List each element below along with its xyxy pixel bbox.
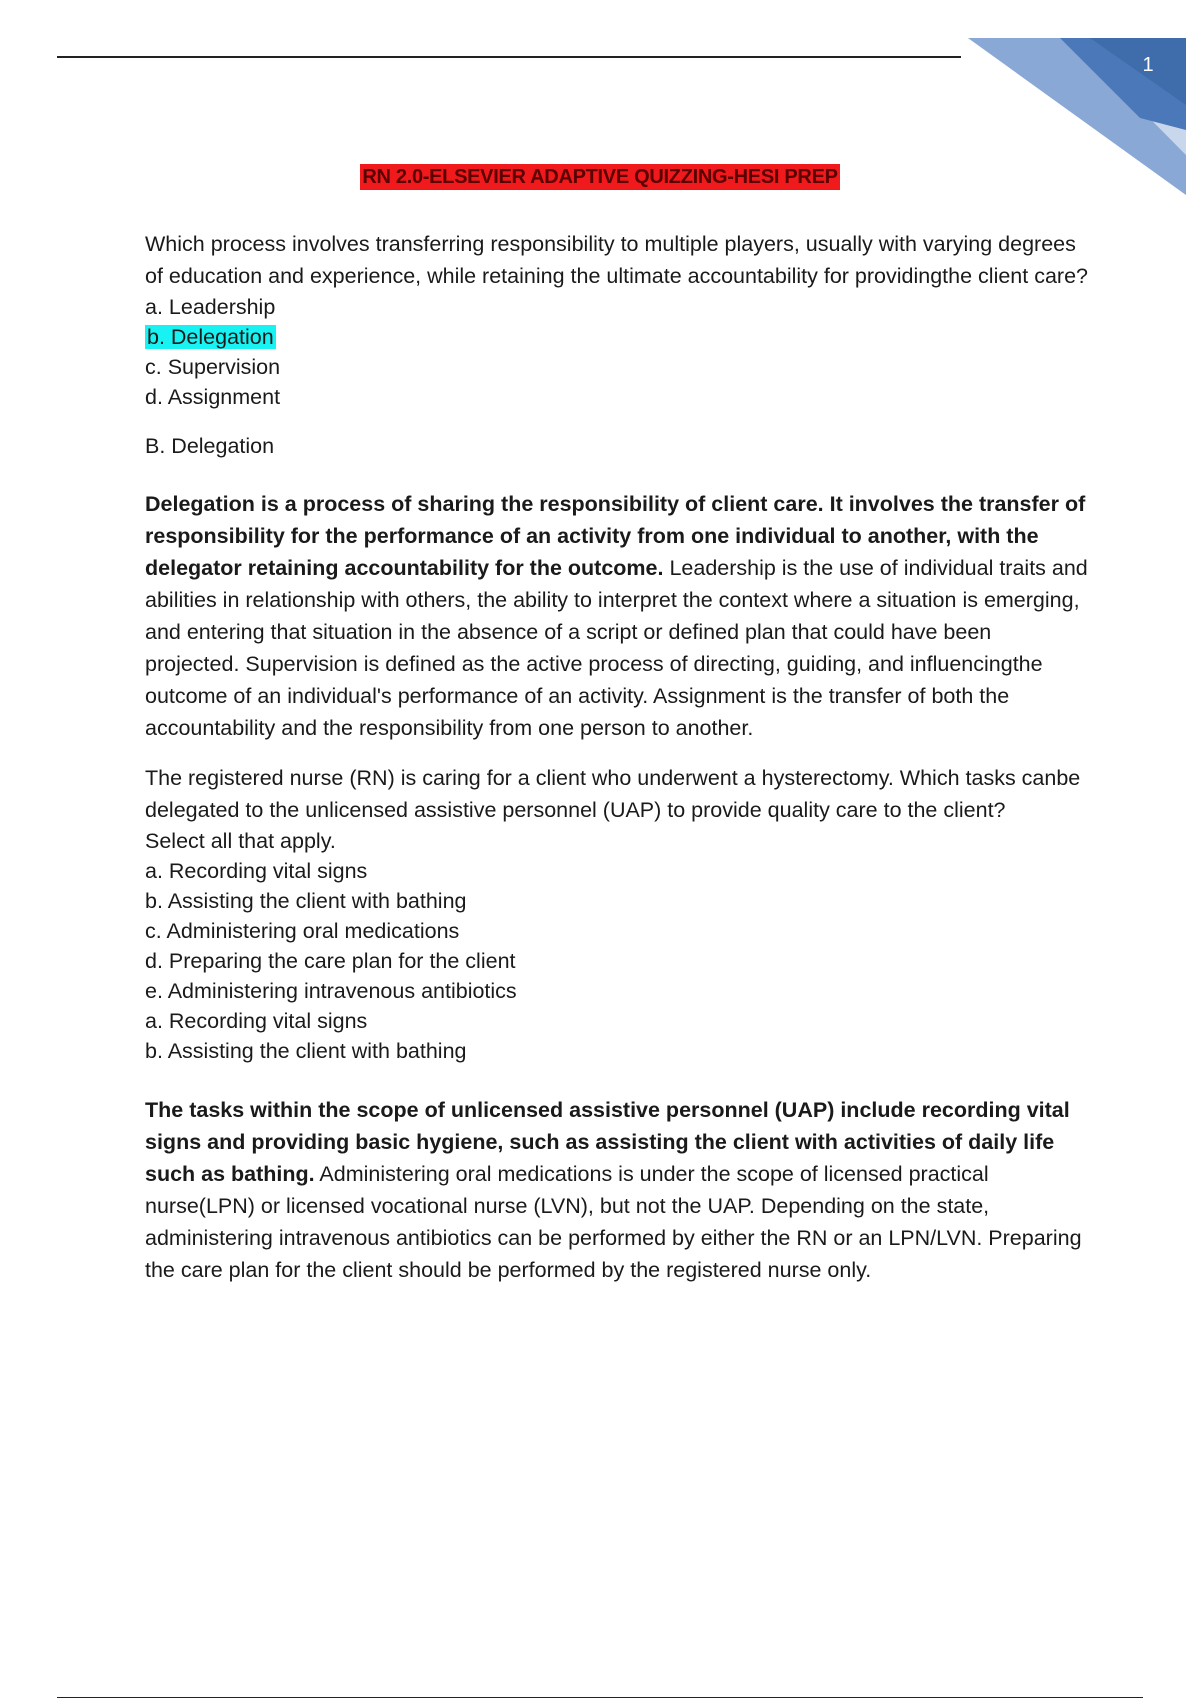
title-block — [0, 164, 1200, 190]
q1-option-b — [145, 322, 1090, 352]
q2-rationale-bold: The tasks within the scope of unlicensed assistive personnel (UAP) include recording vital signs and providing basic hygiene, such as assisting the client with activities of daily life such as bathing. — [145, 1098, 1070, 1186]
q2-option-b: b. Assisting the client with bathing — [145, 889, 467, 913]
q2-instruction: Select all that apply. — [145, 829, 336, 853]
q1-option-d: d. Assignment — [145, 385, 281, 409]
q1-rationale-text: Leadership is the use of individual traits and abilities in relationship with others, the ability to interpret the context where a situation is emerging, and entering that situation in the absence of a script or defined plan that could have been projected. Supervision is defined as the active process of directing, guiding, and influencingthe outcome of an individual's performance of an activity. Assignment is the transfer of both the accountability and the responsibility from one person to another. — [145, 556, 1088, 740]
document-title: RN 2.0-ELSEVIER ADAPTIVE QUIZZING-HESI PREP — [362, 166, 838, 188]
document-body — [145, 228, 1090, 1286]
header-rule — [57, 56, 961, 58]
q2-rationale-text: Administering oral medications is under the scope of licensed practical nurse(LPN) or licensed vocational nurse (LVN), but not the UAP. Depending on the state, administering intravenous antibiotics can be performed by either the RN or an LPN/LVN. Preparing the care plan for the client should be performed by the registered nurse only. — [145, 1162, 1082, 1282]
q2-option-d: d. Preparing the care plan for the client — [145, 949, 516, 973]
q2-answer-2: b. Assisting the client with bathing — [145, 1039, 467, 1063]
q2-question: The registered nurse (RN) is caring for a client who underwent a hysterectomy. Which tasks canbe delegated to the unlicensed assistive personnel (UAP) to provide quality care to the client? — [145, 766, 1081, 822]
q1-option-c: c. Supervision — [145, 355, 281, 379]
q1-options — [145, 292, 1090, 412]
q1-rationale-bold: Delegation is a process of sharing the responsibility of client care. It involves the transfer of responsibility for the performance of an activity from one individual to another, with the delegator retaining accountability for the outcome. — [145, 492, 1086, 580]
footer-rule — [57, 1697, 1143, 1698]
q1-option-a: a. Leadership — [145, 295, 276, 319]
page-number: 1 — [1142, 54, 1154, 76]
q2-option-e: e. Administering intravenous antibiotics — [145, 979, 517, 1003]
q1-rationale — [145, 488, 1090, 744]
q2-option-c: c. Administering oral medications — [145, 919, 460, 943]
q1-answer: B. Delegation — [145, 434, 275, 458]
q2-rationale — [145, 1094, 1090, 1286]
q2-options — [145, 826, 1090, 1066]
q2-option-a: a. Recording vital signs — [145, 859, 368, 883]
q1-question: Which process involves transferring responsibility to multiple players, usually with varying degrees of education and experience, while retaining the ultimate accountability for providingthe client care? — [145, 232, 1088, 288]
q1-option-b-highlight: b. Delegation — [147, 325, 274, 349]
q2-answer-1: a. Recording vital signs — [145, 1009, 368, 1033]
